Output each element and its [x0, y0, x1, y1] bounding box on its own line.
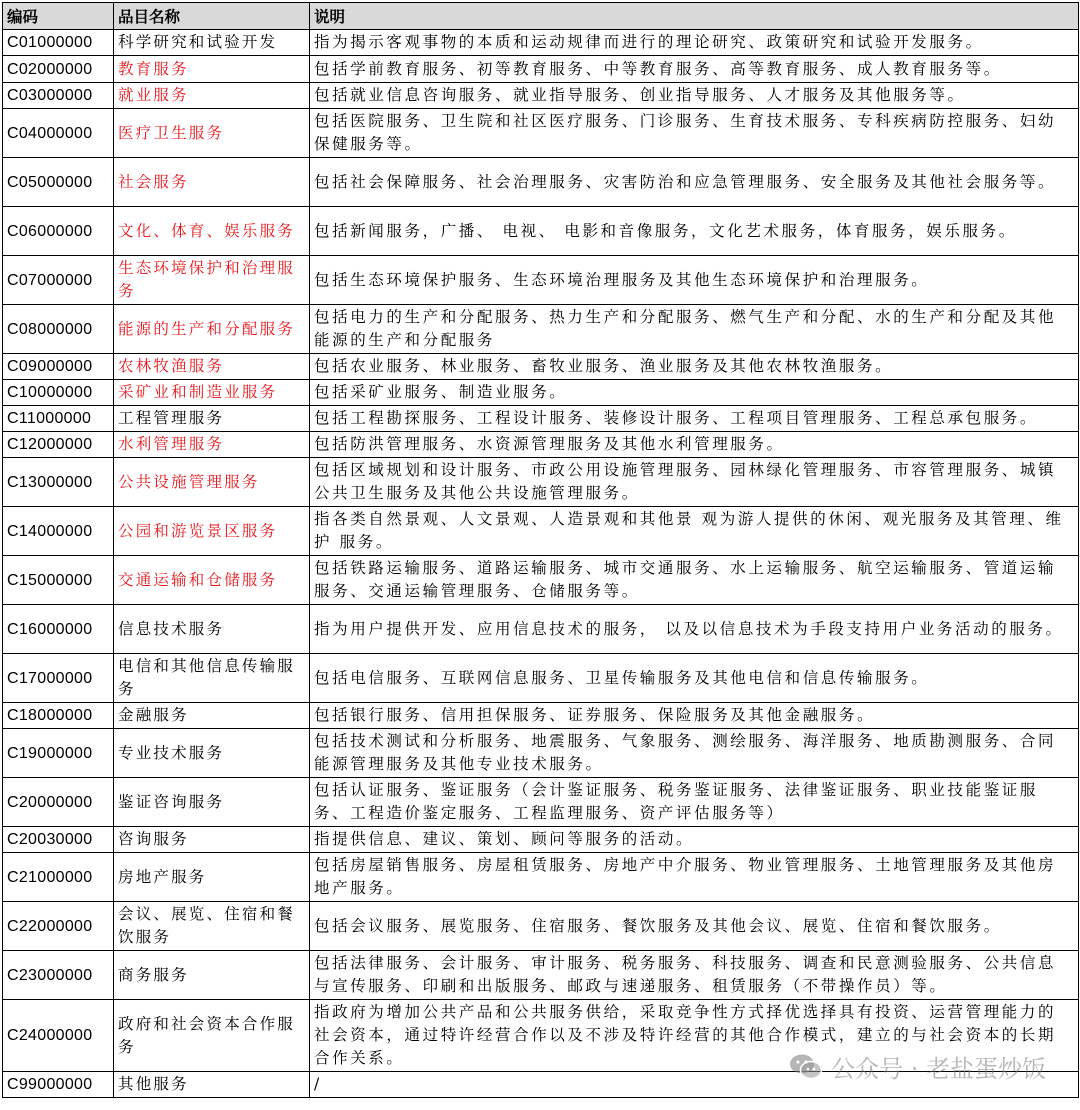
table-row	[3, 207, 1079, 256]
cell-desc: 包括医院服务、卫生院和社区医疗服务、门诊服务、生育技术服务、专科疾病防控服务、妇幼保健服务等。	[310, 109, 1079, 158]
cell-code: C15000000	[3, 556, 114, 605]
cell-code: C21000000	[3, 853, 114, 902]
watermark-text: 公众号 · 老盐蛋炒饭	[831, 1055, 1046, 1083]
cell-desc: 包括农业服务、林业服务、畜牧业服务、渔业服务及其他农林牧渔服务。	[310, 354, 1079, 380]
cell-code: C18000000	[3, 703, 114, 729]
cell-name: 农林牧渔服务	[114, 354, 310, 380]
cell-desc: 包括会议服务、展览服务、住宿服务、餐饮服务及其他会议、展览、住宿和餐饮服务。	[310, 902, 1079, 951]
cell-desc: 包括房屋销售服务、房屋租赁服务、房地产中介服务、物业管理服务、土地管理服务及其他房地产服务。	[310, 853, 1079, 902]
cell-name: 社会服务	[114, 158, 310, 207]
table-row	[3, 109, 1079, 158]
cell-code: C08000000	[3, 305, 114, 354]
cell-code: C13000000	[3, 458, 114, 507]
cell-desc: 包括区域规划和设计服务、市政公用设施管理服务、园林绿化管理服务、市容管理服务、城镇公共卫生服务及其他公共设施管理服务。	[310, 458, 1079, 507]
table-row	[3, 853, 1079, 902]
cell-code: C23000000	[3, 951, 114, 1000]
cell-name: 交通运输和仓储服务	[114, 556, 310, 605]
cell-desc: 包括生态环境保护服务、生态环境治理服务及其他生态环境保护和治理服务。	[310, 256, 1079, 305]
header-code: 编码	[3, 3, 114, 30]
cell-code: C20000000	[3, 778, 114, 827]
cell-name: 生态环境保护和治理服务	[114, 256, 310, 305]
cell-code: C12000000	[3, 432, 114, 458]
table-row	[3, 406, 1079, 432]
cell-desc: /	[310, 1072, 1079, 1098]
table-row	[3, 256, 1079, 305]
header-desc: 说明	[310, 3, 1079, 30]
cell-desc: 包括工程勘探服务、工程设计服务、装修设计服务、工程项目管理服务、工程总承包服务。	[310, 406, 1079, 432]
cell-name: 公园和游览景区服务	[114, 507, 310, 556]
cell-desc: 包括银行服务、信用担保服务、证券服务、保险服务及其他金融服务。	[310, 703, 1079, 729]
cell-code: C09000000	[3, 354, 114, 380]
cell-name: 能源的生产和分配服务	[114, 305, 310, 354]
table-row	[3, 305, 1079, 354]
table-row	[3, 507, 1079, 556]
cell-desc: 指提供信息、建议、策划、顾问等服务的活动。	[310, 827, 1079, 853]
cell-desc: 包括社会保障服务、社会治理服务、灾害防治和应急管理服务、安全服务及其他社会服务等。	[310, 158, 1079, 207]
cell-name: 公共设施管理服务	[114, 458, 310, 507]
table-row	[3, 30, 1079, 56]
header-name: 品目名称	[114, 3, 310, 30]
cell-code: C05000000	[3, 158, 114, 207]
table-row	[3, 458, 1079, 507]
cell-name: 教育服务	[114, 56, 310, 83]
table-row	[3, 729, 1079, 778]
cell-name: 电信和其他信息传输服务	[114, 654, 310, 703]
cell-desc: 包括电信服务、互联网信息服务、卫星传输服务及其他电信和信息传输服务。	[310, 654, 1079, 703]
table-row	[3, 827, 1079, 853]
cell-code: C11000000	[3, 406, 114, 432]
cell-desc: 指为揭示客观事物的本质和运动规律而进行的理论研究、政策研究和试验开发服务。	[310, 30, 1079, 56]
table-row	[3, 1000, 1079, 1072]
cell-name: 采矿业和制造业服务	[114, 380, 310, 406]
cell-desc: 包括电力的生产和分配服务、热力生产和分配服务、燃气生产和分配、水的生产和分配及其他能源的生产和分配服务	[310, 305, 1079, 354]
cell-name: 商务服务	[114, 951, 310, 1000]
table-row	[3, 354, 1079, 380]
cell-name: 信息技术服务	[114, 605, 310, 654]
cell-desc: 包括铁路运输服务、道路运输服务、城市交通服务、水上运输服务、航空运输服务、管道运输服务、交通运输管理服务、仓储服务等。	[310, 556, 1079, 605]
table-row	[3, 432, 1079, 458]
table-row	[3, 380, 1079, 406]
cell-name: 就业服务	[114, 83, 310, 109]
cell-code: C19000000	[3, 729, 114, 778]
cell-name: 政府和社会资本合作服务	[114, 1000, 310, 1072]
table-row	[3, 902, 1079, 951]
cell-desc: 包括技术测试和分析服务、地震服务、气象服务、测绘服务、海洋服务、地质勘测服务、合同能源管理服务及其他专业技术服务。	[310, 729, 1079, 778]
cell-name: 鉴证咨询服务	[114, 778, 310, 827]
service-catalog-table	[2, 2, 1079, 1098]
cell-code: C02000000	[3, 56, 114, 83]
table-row	[3, 778, 1079, 827]
cell-name: 会议、展览、住宿和餐饮服务	[114, 902, 310, 951]
table-row	[3, 556, 1079, 605]
cell-code: C06000000	[3, 207, 114, 256]
cell-name: 咨询服务	[114, 827, 310, 853]
cell-code: C14000000	[3, 507, 114, 556]
cell-code: C10000000	[3, 380, 114, 406]
cell-code: C04000000	[3, 109, 114, 158]
cell-desc: 包括就业信息咨询服务、就业指导服务、创业指导服务、人才服务及其他服务等。	[310, 83, 1079, 109]
table-row	[3, 56, 1079, 83]
cell-name: 医疗卫生服务	[114, 109, 310, 158]
table-row	[3, 654, 1079, 703]
cell-code: C03000000	[3, 83, 114, 109]
cell-desc: 包括法律服务、会计服务、审计服务、税务服务、科技服务、调查和民意测验服务、公共信息与宣传服务、印刷和出版服务、邮政与速递服务、租赁服务（不带操作员）等。	[310, 951, 1079, 1000]
table-row	[3, 158, 1079, 207]
cell-desc: 指各类自然景观、人文景观、人造景观和其他景 观为游人提供的休闲、观光服务及其管理、维护 服务。	[310, 507, 1079, 556]
cell-name: 金融服务	[114, 703, 310, 729]
cell-code: C99000000	[3, 1072, 114, 1098]
table-row	[3, 951, 1079, 1000]
table-row	[3, 605, 1079, 654]
table-row	[3, 83, 1079, 109]
header-row	[3, 3, 1079, 30]
cell-code: C22000000	[3, 902, 114, 951]
cell-desc: 包括采矿业服务、制造业服务。	[310, 380, 1079, 406]
cell-desc: 包括防洪管理服务、水资源管理服务及其他水利管理服务。	[310, 432, 1079, 458]
cell-code: C20030000	[3, 827, 114, 853]
cell-code: C24000000	[3, 1000, 114, 1072]
cell-name: 工程管理服务	[114, 406, 310, 432]
cell-code: C07000000	[3, 256, 114, 305]
table-row	[3, 703, 1079, 729]
cell-code: C17000000	[3, 654, 114, 703]
cell-code: C01000000	[3, 30, 114, 56]
cell-name: 科学研究和试验开发	[114, 30, 310, 56]
cell-desc: 包括学前教育服务、初等教育服务、中等教育服务、高等教育服务、成人教育服务等。	[310, 56, 1079, 83]
cell-desc: 包括新闻服务，广播、 电视、 电影和音像服务，文化艺术服务，体育服务，娱乐服务。	[310, 207, 1079, 256]
cell-name: 房地产服务	[114, 853, 310, 902]
cell-name: 其他服务	[114, 1072, 310, 1098]
cell-code: C16000000	[3, 605, 114, 654]
cell-name: 水利管理服务	[114, 432, 310, 458]
cell-name: 文化、体育、娱乐服务	[114, 207, 310, 256]
cell-desc: 指为用户提供开发、应用信息技术的服务， 以及以信息技术为手段支持用户业务活动的服务。	[310, 605, 1079, 654]
cell-desc: 指政府为增加公共产品和公共服务供给，采取竞争性方式择优选择具有投资、运营管理能力的社会资本，通过特许经营合作以及不涉及特许经营的其他合作模式，建立的与社会资本的长期合作关系。	[310, 1000, 1079, 1072]
table-row	[3, 1072, 1079, 1098]
cell-desc: 包括认证服务、鉴证服务（会计鉴证服务、税务鉴证服务、法律鉴证服务、职业技能鉴证服务、工程造价鉴定服务、工程监理服务、资产评估服务等）	[310, 778, 1079, 827]
cell-name: 专业技术服务	[114, 729, 310, 778]
